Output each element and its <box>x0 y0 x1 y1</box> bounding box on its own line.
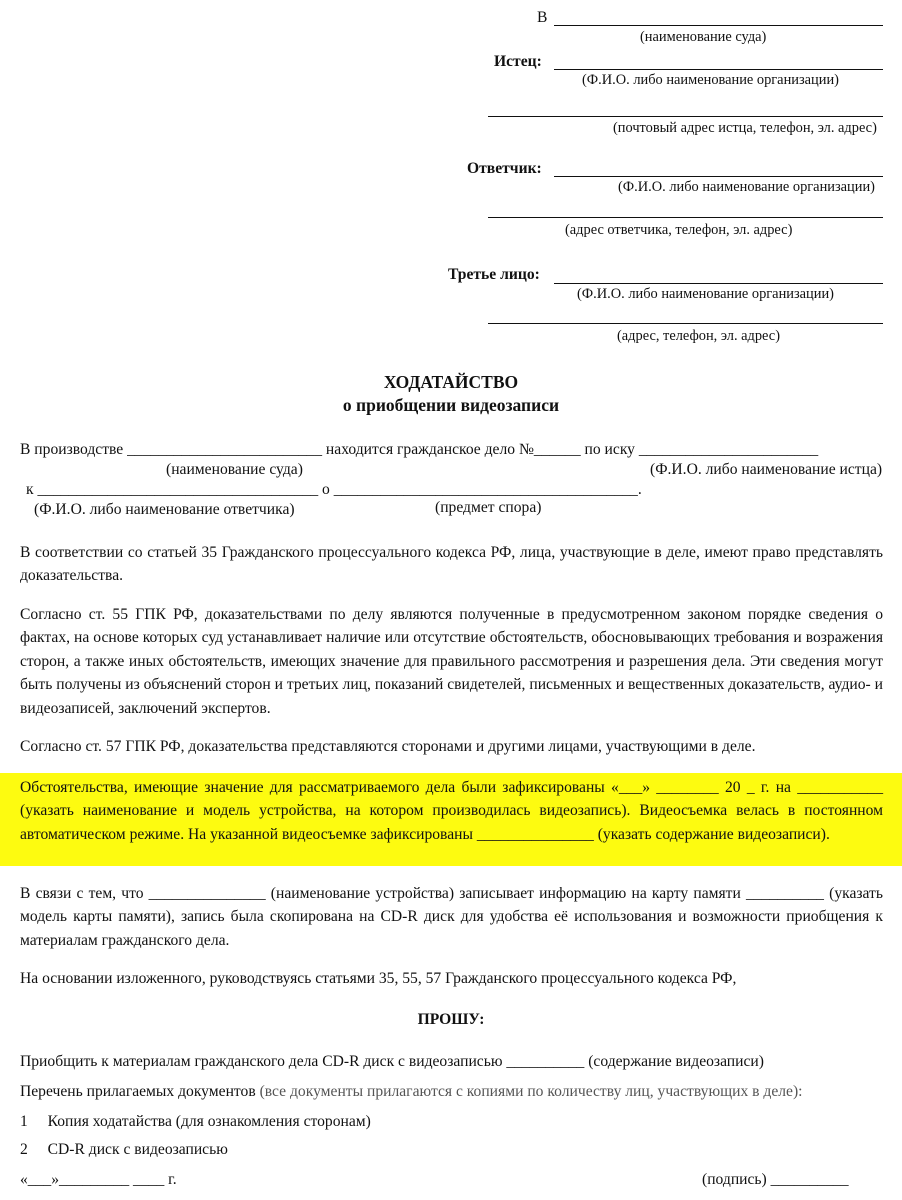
defendant-address-caption: (адрес ответчика, телефон, эл. адрес) <box>565 222 793 238</box>
third-party-address-line <box>488 323 883 324</box>
defendant-address-line <box>488 217 883 218</box>
third-party-caption: (Ф.И.О. либо наименование организации) <box>577 286 834 302</box>
plaintiff-address-line <box>488 116 883 117</box>
request-text: Приобщить к материалам гражданского дела CD-R диск с видеозаписью __________ (содержание видеозаписи) <box>20 1053 764 1070</box>
request-heading: ПРОШУ: <box>417 1011 485 1028</box>
court-caption: (наименование суда) <box>640 29 767 45</box>
intro-defendant-caption: (Ф.И.О. либо наименование ответчика) <box>34 501 295 518</box>
intro-court-caption: (наименование суда) <box>166 461 303 478</box>
defendant-label: Ответчик: <box>467 160 542 177</box>
footer-date: «___»_________ ____ г. <box>20 1171 177 1188</box>
intro-line-2: к ____________________________________ о _______________________________________. <box>26 481 642 498</box>
plaintiff-caption: (Ф.И.О. либо наименование организации) <box>582 72 839 88</box>
paragraph-article-35: В соответствии со статьей 35 Гражданского процессуального кодекса РФ, лица, участвующие в деле, имеют право представлять доказательства. <box>20 544 883 585</box>
attachment-item <box>20 1141 228 1159</box>
paragraph-article-55: Согласно ст. 55 ГПК РФ, доказательствами по делу являются полученные в предусмотренном законом порядке сведения о фактах, на основе которых суд устанавливает наличие или отсутствие обстоятельств, обосновывающих требования и возражения сторон, а также иных обстоятельств, имеющих значение для правильного рассмотрения и разрешения дела. Эти сведения могут быть получены из объяснений сторон и третьих лиц, показаний свидетелей, письменных и вещественных доказательств, аудио- и видеозаписей, заключений экспертов. <box>20 606 883 717</box>
paragraph-article-57: Согласно ст. 57 ГПК РФ, доказательства представляются сторонами и другими лицами, участвующими в деле. <box>20 738 756 755</box>
third-party-address-caption: (адрес, телефон, эл. адрес) <box>617 328 780 344</box>
attachments-note: (все документы прилагаются с копиями по количеству лиц, участвующих в деле): <box>259 1083 803 1100</box>
footer-signature: (подпись) __________ <box>702 1171 849 1188</box>
attachments-heading <box>20 1083 803 1101</box>
paragraph-device: В связи с тем, что _______________ (наименование устройства) записывает информацию на карту памяти __________ (указать модель карты памяти), запись была скопирована на CD-R диск для удобства её использования и возможности приобщения к материалам гражданского дела. <box>20 885 883 949</box>
plaintiff-label: Истец: <box>494 53 542 70</box>
plaintiff-address-caption: (почтовый адрес истца, телефон, эл. адрес) <box>613 120 877 136</box>
document-subtitle: о приобщении видеозаписи <box>342 395 560 415</box>
third-party-label: Третье лицо: <box>448 266 540 283</box>
intro-line-1: В производстве _________________________ находится гражданское дело №______ по иску _______________________ <box>20 441 819 458</box>
intro-plaintiff-caption: (Ф.И.О. либо наименование истца) <box>650 461 883 478</box>
defendant-caption: (Ф.И.О. либо наименование организации) <box>618 179 875 195</box>
document-title: ХОДАТАЙСТВО <box>383 372 519 392</box>
plaintiff-name-line <box>554 69 883 70</box>
court-name-line <box>554 25 883 26</box>
third-party-name-line <box>554 283 883 284</box>
attachment-item <box>20 1113 371 1131</box>
intro-subject-caption: (предмет спора) <box>435 499 542 516</box>
defendant-name-line <box>554 176 883 177</box>
attachment-number: 1 <box>20 1113 28 1130</box>
paragraph-circumstances: Обстоятельства, имеющие значение для рассматриваемого дела были зафиксированы «___» ________ 20 _ г. на ___________ (указать наименование и модель устройства, на котором производилась видеозапись). Видеосъемка велась в постоянном автоматическом режиме. На указанной видеосъемке зафиксированы _______________ (указать содержание видеозаписи). <box>20 779 883 843</box>
attachment-number: 2 <box>20 1141 28 1158</box>
attachment-text: Копия ходатайства (для ознакомления сторонам) <box>47 1113 371 1130</box>
paragraph-basis: На основании изложенного, руководствуясь статьями 35, 55, 57 Гражданского процессуального кодекса РФ, <box>20 970 737 987</box>
court-prefix: В <box>537 9 548 26</box>
attachments-label: Перечень прилагаемых документов <box>20 1083 256 1100</box>
attachment-text: CD-R диск с видеозаписью <box>47 1141 228 1158</box>
